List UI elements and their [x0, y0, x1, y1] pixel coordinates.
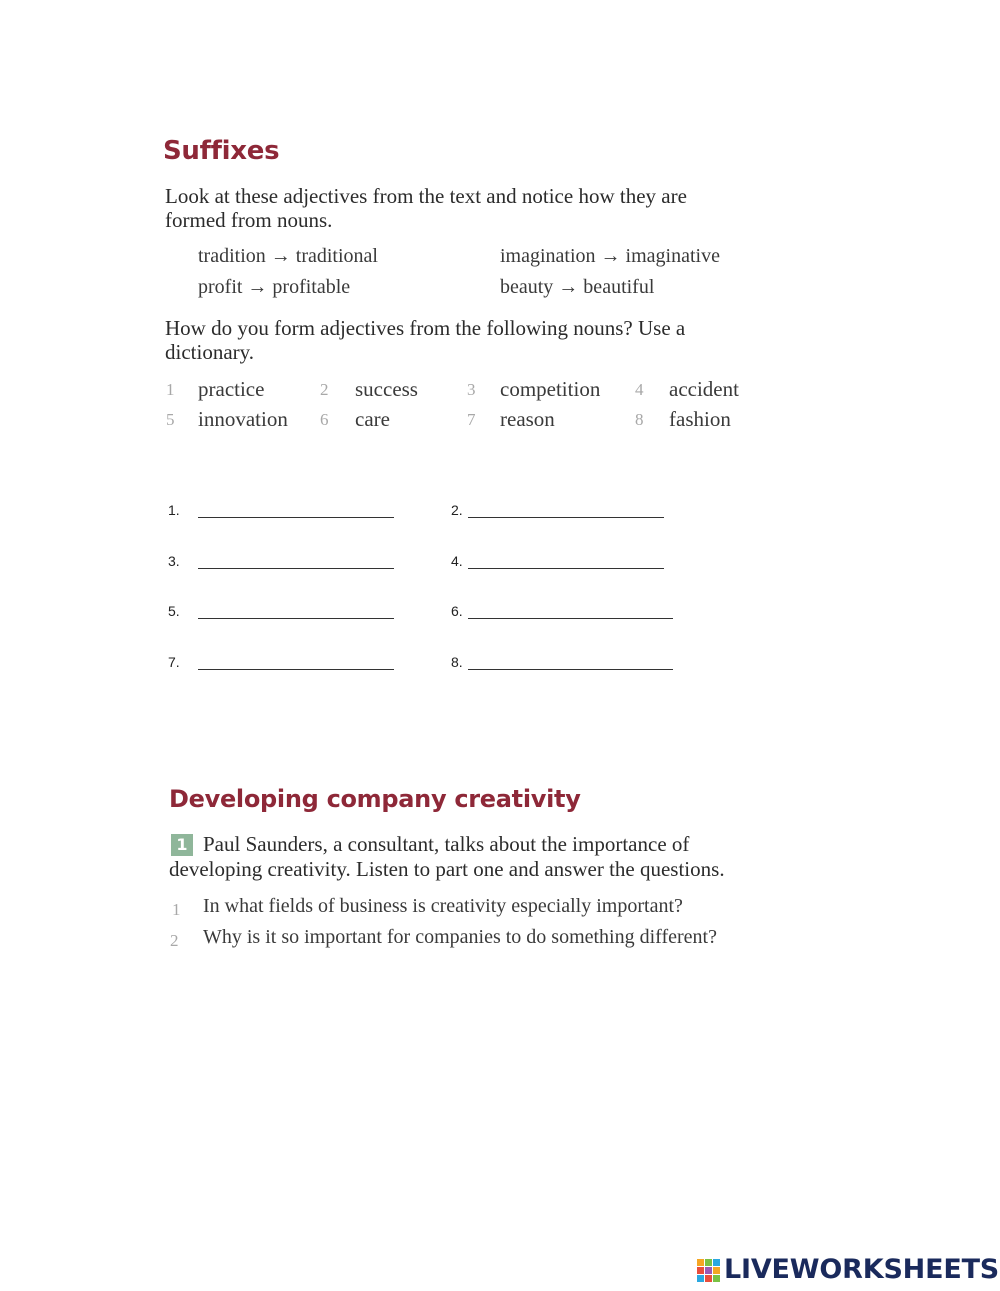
question-number: 2 — [170, 931, 179, 950]
creativity-intro-line-1: Paul Saunders, a consultant, talks about the importance of — [203, 832, 690, 856]
creativity-intro-line-2: developing creativity. Listen to part one and answer the questions. — [169, 857, 725, 881]
noun-number: 8 — [635, 410, 644, 429]
question-number: 1 — [172, 900, 181, 919]
answer-blank-7[interactable] — [198, 669, 394, 670]
answer-label: 4. — [451, 553, 463, 569]
answer-label: 2. — [451, 502, 463, 518]
noun-word: innovation — [198, 407, 288, 431]
answer-label: 6. — [451, 603, 463, 619]
noun-word: fashion — [669, 407, 731, 431]
noun-number: 7 — [467, 410, 476, 429]
noun-number: 2 — [320, 380, 329, 399]
answer-label: 8. — [451, 654, 463, 670]
example-beautiful: beauty → beautiful — [500, 276, 655, 298]
liveworksheets-logo-text: LIVEWORKSHEETS — [724, 1254, 1000, 1285]
intro-line-2: formed from nouns. — [165, 208, 333, 232]
noun-number: 4 — [635, 380, 644, 399]
section-heading-suffixes: Suffixes — [163, 136, 280, 166]
liveworksheets-logo-icon — [697, 1259, 721, 1283]
noun-word: competition — [500, 377, 601, 401]
answer-blank-2[interactable] — [468, 517, 664, 518]
noun-number: 6 — [320, 410, 329, 429]
example-traditional: tradition → traditional — [198, 245, 378, 267]
noun-word: reason — [500, 407, 555, 431]
answer-blank-8[interactable] — [468, 669, 673, 670]
noun-number: 1 — [166, 380, 175, 399]
exercise-number-badge: 1 — [171, 834, 193, 856]
answer-label: 1. — [168, 502, 180, 518]
question-line-1: How do you form adjectives from the following nouns? Use a — [165, 316, 686, 340]
answer-label: 3. — [168, 553, 180, 569]
answer-blank-3[interactable] — [198, 568, 394, 569]
answer-blank-1[interactable] — [198, 517, 394, 518]
intro-line-1: Look at these adjectives from the text and notice how they are — [165, 184, 687, 208]
example-profitable: profit → profitable — [198, 276, 351, 298]
answer-blank-5[interactable] — [198, 618, 394, 619]
noun-word: accident — [669, 377, 739, 401]
example-imaginative: imagination → imaginative — [500, 245, 720, 267]
noun-word: success — [355, 377, 418, 401]
question-text: Why is it so important for companies to do something different? — [203, 926, 717, 948]
noun-number: 5 — [166, 410, 175, 429]
question-text: In what fields of business is creativity especially important? — [203, 895, 683, 917]
noun-word: practice — [198, 377, 265, 401]
noun-number: 3 — [467, 380, 476, 399]
noun-word: care — [355, 407, 390, 431]
answer-label: 7. — [168, 654, 180, 670]
question-line-2: dictionary. — [165, 340, 255, 364]
answer-blank-4[interactable] — [468, 568, 664, 569]
section-heading-creativity: Developing company creativity — [169, 785, 581, 813]
answer-label: 5. — [168, 603, 180, 619]
answer-blank-6[interactable] — [468, 618, 673, 619]
